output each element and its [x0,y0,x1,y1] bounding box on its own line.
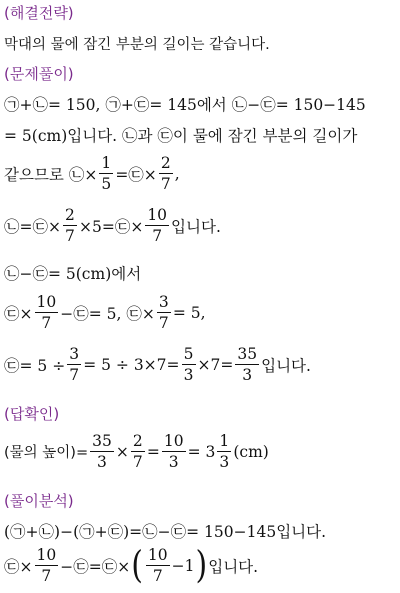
equation-text: ㉢= 5 ÷ [4,356,66,375]
heading-analysis [4,490,398,511]
numerator: 2 [159,155,173,174]
fraction [131,433,145,471]
equation-text: ㉠+㉡= 150, ㉠+㉢= 145에서 ㉡−㉢= 150−145 [4,96,366,114]
equation-text: −㉢=㉢× [60,557,131,576]
numerator: 35 [235,346,259,365]
equation-text: 입니다. [208,557,259,576]
equation-text: ㉡=㉢× [4,217,61,236]
equation-text: ㉢× [4,557,33,576]
denominator: 7 [158,314,169,333]
equation-text: = 3 [187,442,216,461]
equation-text: −㉢= 5, ㉢× [60,304,155,323]
denominator: 7 [160,175,171,194]
fraction [235,346,259,384]
denominator: 3 [242,366,253,385]
numerator: 10 [35,547,59,566]
numerator: 1 [217,433,231,452]
fraction [146,547,170,585]
fraction [35,294,59,332]
denominator: 7 [152,227,163,246]
fraction [157,294,171,332]
check-line [4,433,398,471]
heading-answer-check [4,403,398,424]
heading-problem-solving [4,63,398,84]
mixed-number [188,433,234,471]
numerator: 35 [90,433,114,452]
denominator: 7 [41,567,52,586]
fraction [63,207,77,245]
fraction [67,346,81,384]
numerator: 5 [182,346,196,365]
equation-text: ×7= [197,355,234,374]
solve-line-2 [4,124,398,146]
denominator: 7 [65,227,75,246]
equation-text: ×5=㉢× [78,217,144,236]
equation-text: (물의 높이)= [4,445,89,462]
numerator: 2 [131,433,145,452]
equation-text: (cm) [233,442,269,461]
fraction [35,547,59,585]
heading-text: (풀이분석) [4,492,74,510]
denominator: 5 [101,175,112,194]
denominator: 3 [219,453,230,472]
heading-solution-strategy [4,2,398,23]
equation-text: = 5, [172,303,206,322]
equation-text: × [115,442,129,461]
denominator: 3 [97,453,107,472]
numerator: 10 [35,294,59,313]
right-paren: ) [195,543,208,588]
denominator: 3 [168,453,179,472]
numerator: 10 [146,547,170,566]
analysis-line-2 [4,543,398,588]
heading-text: (해결전략) [4,4,74,22]
numerator: 10 [145,207,169,226]
numerator: 10 [162,433,186,452]
heading-text: (답확인) [4,405,60,423]
equation-text: −1 [171,556,195,575]
numerator: 3 [157,294,171,313]
denominator: 7 [152,567,163,586]
fraction [162,433,186,471]
equation-text: 같으므로 ㉡× [4,165,98,184]
fraction [145,207,169,245]
denominator: 7 [69,366,80,385]
fraction [159,155,173,193]
numerator: 2 [63,207,77,226]
denominator: 3 [183,366,194,385]
equation-text: = 5 ÷ 3×7= [83,355,180,374]
solve-line-4 [4,207,398,245]
fraction [90,433,114,471]
analysis-line-1 [4,520,398,542]
equation-text: ㉢× [4,304,33,323]
solve-line-7 [4,346,398,384]
numerator: 3 [67,346,81,365]
numerator: 1 [99,155,113,174]
equation-text: 입니다. [261,356,311,375]
solve-line-6 [4,294,398,332]
equation-text: =㉢× [115,165,157,184]
solve-line-1 [4,93,398,115]
equation-text: 입니다. [171,217,221,236]
fraction [217,433,231,471]
heading-text: (문제풀이) [4,65,74,83]
equation-text: (㉠+㉡)−(㉠+㉢)=㉡−㉢= 150−145입니다. [4,523,327,541]
strategy-text: 막대의 물에 잠긴 부분의 길이는 같습니다. [4,37,270,53]
equation-text: ㉡−㉢= 5(cm)에서 [4,265,142,283]
solve-line-3 [4,155,398,193]
fraction [182,346,196,384]
equation-text: = 5(cm)입니다. ㉡과 ㉢이 물에 잠긴 부분의 길이가 [4,127,358,145]
equation-text: , [174,164,180,183]
denominator: 7 [41,314,52,333]
left-paren: ( [131,543,143,588]
denominator: 7 [132,453,143,472]
equation-text: = [146,442,160,461]
strategy-line [4,33,398,54]
fraction [99,155,113,193]
solve-line-5 [4,262,398,284]
